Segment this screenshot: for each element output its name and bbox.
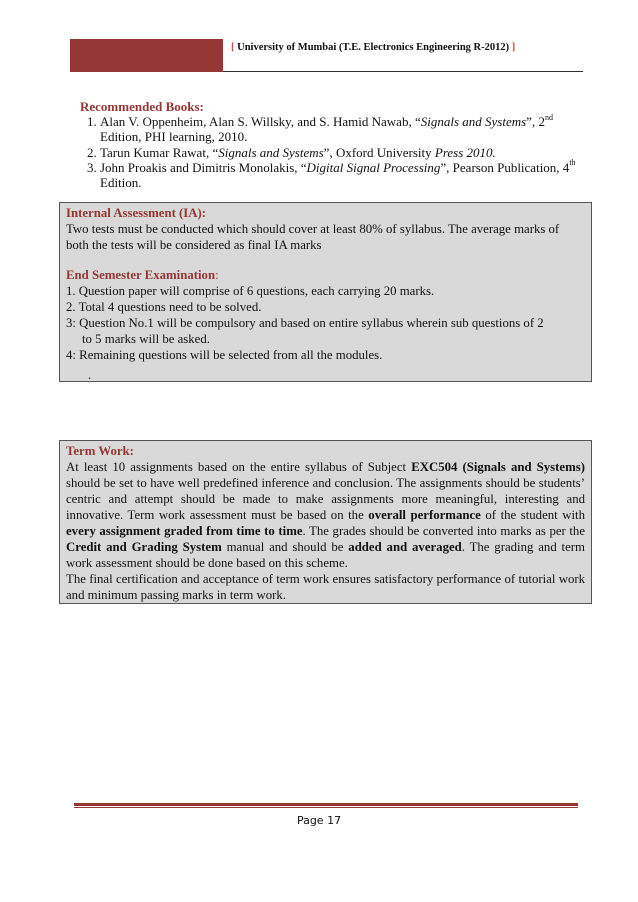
internal-assessment-heading: Internal Assessment (IA):: [66, 206, 207, 220]
book-item: [100, 160, 580, 190]
recommended-books-heading: Recommended Books:: [80, 99, 204, 114]
term-work-box: [59, 440, 592, 604]
header-rule: [223, 71, 583, 72]
term-work-text: should be set to have well predefined inference and conclusion. The assignments should be students’ centric and attempt should be made to make assignments more meaningful, interesting and innovative. Term work assessment must be based on the: [66, 476, 585, 522]
edition-superscript: th: [569, 158, 576, 168]
book-item: [100, 145, 580, 160]
book-text: Tarun Kumar Rawat, “: [100, 144, 219, 160]
exam-rule-line: 4: Remaining questions will be selected from all the modules.: [66, 348, 383, 362]
end-semester-colon: :: [215, 268, 219, 282]
emphasis-text: Credit and Grading System: [66, 540, 222, 554]
stray-dot: .: [88, 368, 92, 382]
book-title: Signals and Systems: [420, 114, 527, 130]
emphasis-text: added and averaged: [348, 540, 462, 554]
term-work-text: manual and should be: [221, 540, 349, 554]
edition-superscript: nd: [544, 112, 553, 122]
book-text: Edition.: [100, 175, 142, 191]
exam-rule-line: 2. Total 4 questions need to be solved.: [66, 300, 262, 314]
header-bracket-open: [: [231, 42, 235, 53]
term-work-text: At least 10 assignments based on the entire syllabus of Subject: [66, 460, 412, 474]
header-title: [231, 42, 515, 53]
end-semester-heading-row: [66, 267, 585, 283]
term-work-text: . The grades should be converted into marks as per the: [302, 524, 585, 538]
exam-rule-line: 3: Question No.1 will be compulsory and based on entire syllabus wherein sub questions of 2: [66, 316, 544, 330]
end-semester-heading: End Semester Examination: [66, 268, 216, 282]
header-color-block: [70, 39, 223, 72]
book-text: Edition, PHI learning, 2010.: [100, 129, 248, 145]
term-work-text: . The grading and term work assessment should be done based on this scheme.: [66, 540, 585, 570]
term-work-paragraph: [66, 459, 585, 571]
book-publisher: Press 2010.: [434, 144, 496, 160]
page-number: Page 17: [296, 814, 342, 827]
exam-rule-line: 1. Question paper will comprise of 6 questions, each carrying 20 marks.: [66, 284, 435, 298]
emphasis-text: every assignment graded from time to time: [66, 524, 303, 538]
book-title: Signals and Systems: [218, 144, 324, 160]
book-text: Alan V. Oppenheim, Alan S. Willsky, and S. Hamid Nawab, “: [100, 114, 421, 130]
header-title-text: University of Mumbai (T.E. Electronics Engineering R-2012): [237, 42, 510, 53]
book-title: Digital Signal Processing: [306, 159, 441, 175]
footer-rule-thick: [74, 803, 578, 806]
header-bracket-close: ]: [511, 42, 516, 53]
assessment-box: [59, 202, 592, 382]
term-work-heading: Term Work:: [66, 444, 134, 458]
footer-rule-thin: [74, 807, 578, 808]
emphasis-text: overall performance: [368, 508, 481, 522]
book-text: ”, Oxford University: [323, 144, 435, 160]
book-text: John Proakis and Dimitris Monolakis, “: [100, 159, 307, 175]
term-work-certification: The final certification and acceptance of term work ensures satisfactory performance of tutorial work and minimum passing marks in term work.: [66, 572, 585, 602]
book-text: ”, 2: [526, 114, 545, 130]
book-text: ”, Pearson Publication, 4: [440, 159, 570, 175]
subject-code: EXC504 (Signals and Systems): [411, 460, 585, 474]
term-work-text: of the student with: [480, 508, 585, 522]
books-list: [80, 114, 580, 190]
internal-assessment-text: Two tests must be conducted which should cover at least 80% of syllabus. The average marks of both the tests will be considered as final IA marks: [66, 222, 560, 252]
recommended-books-section: [80, 99, 580, 190]
book-item: [100, 114, 580, 144]
exam-rule-line: to 5 marks will be asked.: [82, 332, 210, 346]
